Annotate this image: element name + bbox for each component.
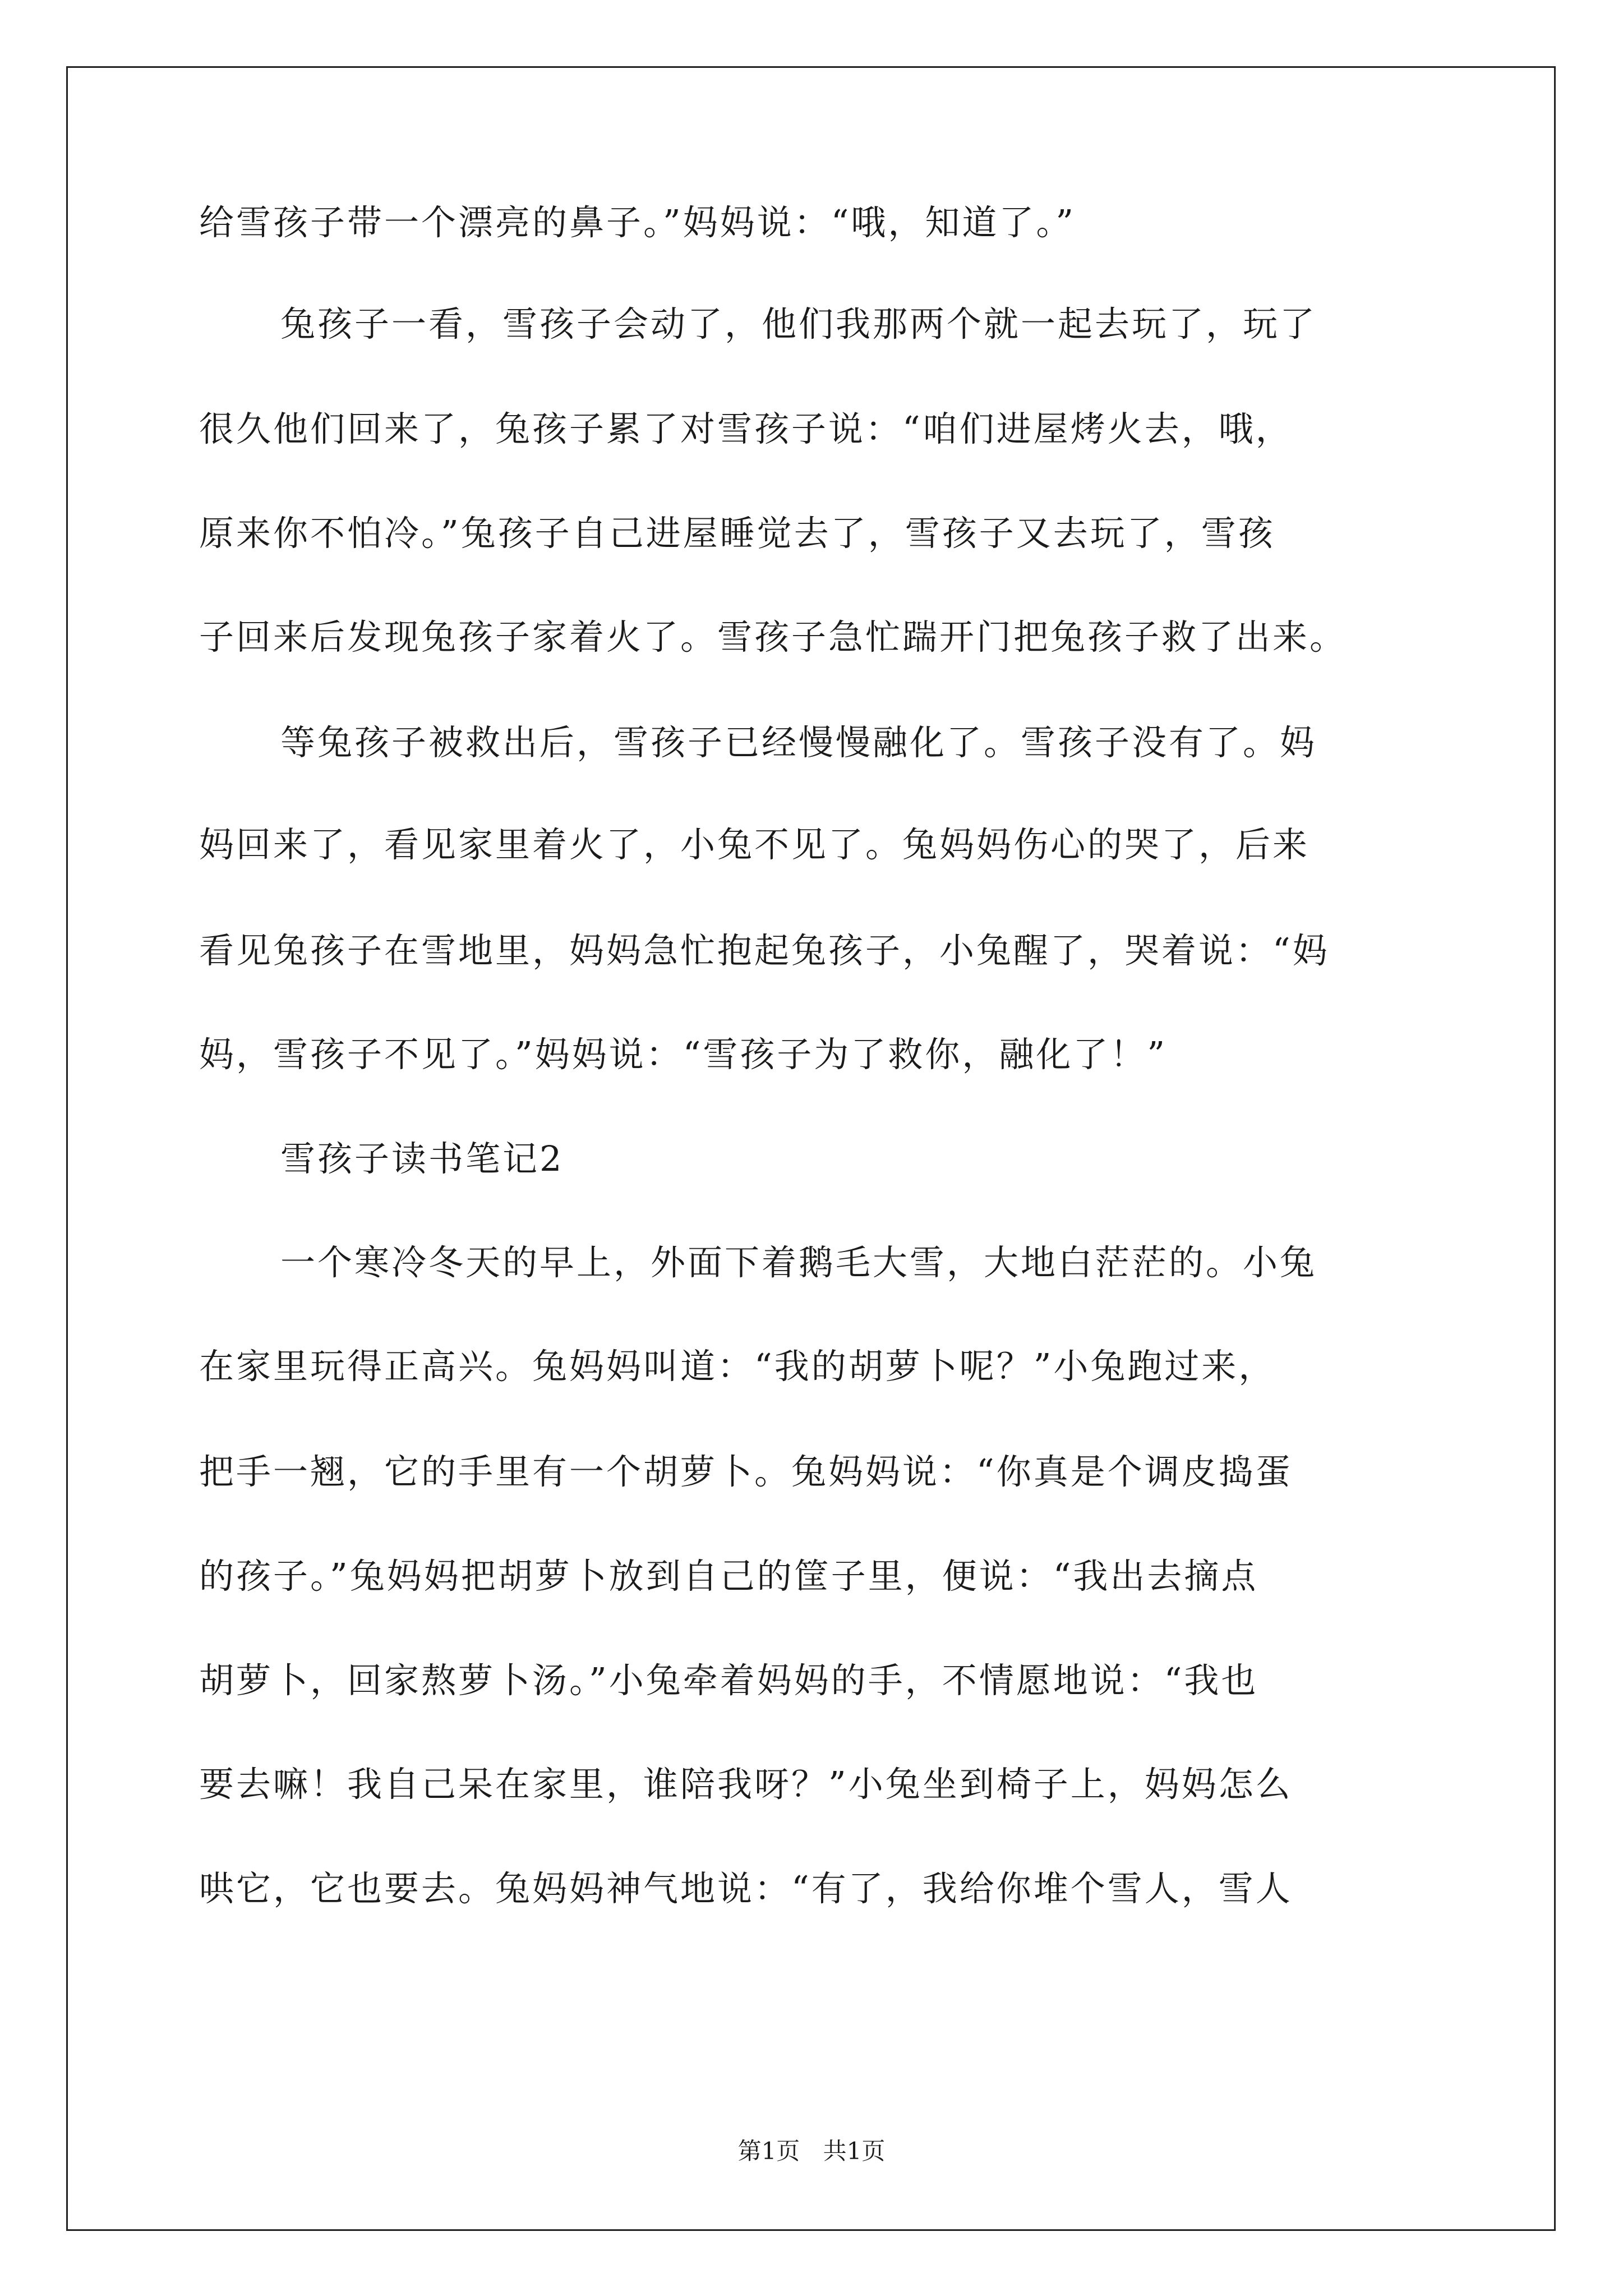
paragraph-line: 原来你不怕冷。”兔孩子自己进屋睡觉去了，雪孩子又去玩了，雪孩: [199, 513, 1275, 554]
page-number: 第1页: [737, 2137, 800, 2165]
section-heading: 雪孩子读书笔记2: [280, 1138, 564, 1179]
paragraph-line: 在家里玩得正高兴。兔妈妈叫道：“我的胡萝卜呢？”小兔跑过来，: [199, 1346, 1276, 1387]
paragraph-line: 子回来后发现兔孩子家着火了。雪孩子急忙踹开门把兔孩子救了出来。: [199, 616, 1347, 657]
paragraph-line: 一个寒冷冬天的早上，外面下着鹅毛大雪，大地白茫茫的。小兔: [280, 1242, 1317, 1283]
paragraph-line: 等兔孩子被救出后，雪孩子已经慢慢融化了。雪孩子没有了。妈: [280, 722, 1317, 763]
paragraph-line: 给雪孩子带一个漂亮的鼻子。”妈妈说：“哦，知道了。”: [199, 202, 1076, 243]
paragraph-line: 的孩子。”兔妈妈把胡萝卜放到自己的筐子里，便说：“我出去摘点: [199, 1556, 1258, 1596]
paragraph-line: 把手一翘，它的手里有一个胡萝卜。兔妈妈说：“你真是个调皮捣蛋: [199, 1451, 1293, 1492]
page-footer: [0, 2133, 1623, 2166]
paragraph-line: 要去嘛！我自己呆在家里，谁陪我呀？”小兔坐到椅子上，妈妈怎么: [199, 1764, 1293, 1805]
paragraph-line: 胡萝卜，回家熬萝卜汤。”小兔牵着妈妈的手，不情愿地说：“我也: [199, 1660, 1258, 1701]
paragraph-line: 妈，雪孩子不见了。”妈妈说：“雪孩子为了救你，融化了！”: [199, 1034, 1168, 1075]
paragraph-line: 看见兔孩子在雪地里，妈妈急忙抱起兔孩子，小兔醒了，哭着说：“妈: [199, 930, 1330, 971]
paragraph-line: 妈回来了，看见家里着火了，小兔不见了。兔妈妈伤心的哭了，后来: [199, 824, 1310, 865]
paragraph-line: 兔孩子一看，雪孩子会动了，他们我那两个就一起去玩了，玩了: [280, 303, 1317, 344]
paragraph-line: 很久他们回来了，兔孩子累了对雪孩子说：“咱们进屋烤火去，哦，: [199, 408, 1293, 449]
page-total: 共1页: [823, 2137, 886, 2165]
paragraph-line: 哄它，它也要去。兔妈妈神气地说：“有了，我给你堆个雪人，雪人: [199, 1868, 1293, 1909]
